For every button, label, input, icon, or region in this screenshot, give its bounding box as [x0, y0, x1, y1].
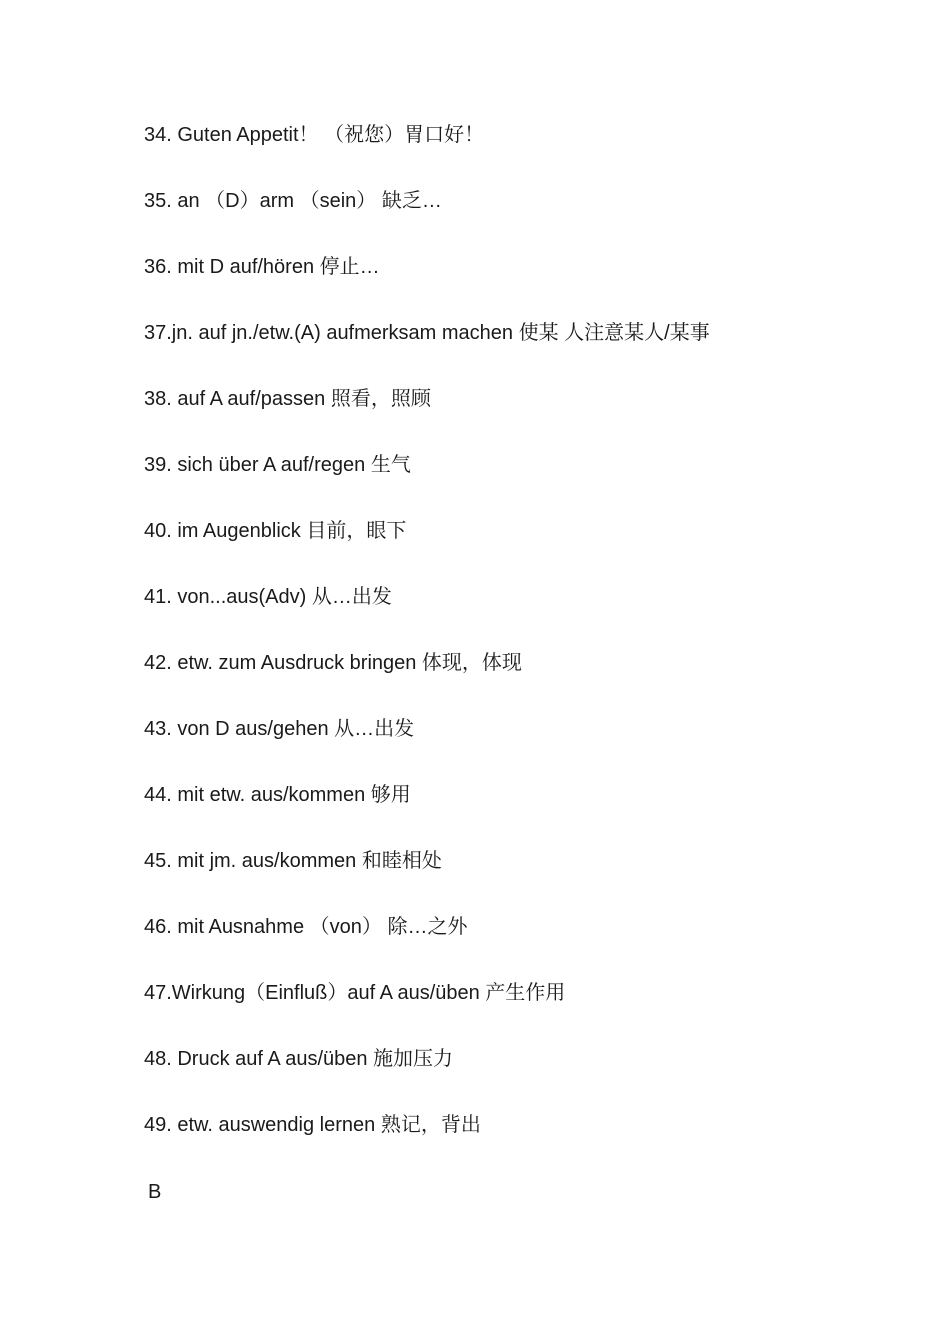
- list-item: 48. Druck auf A aus/üben 施加压力: [144, 1048, 454, 1070]
- list-item: 42. etw. zum Ausdruck bringen 体现，体现: [144, 652, 522, 674]
- list-item: 35. an （D）arm （sein） 缺乏…: [144, 190, 442, 212]
- list-item: 47.Wirkung（Einfluß）auf A aus/üben 产生作用: [144, 982, 566, 1004]
- list-item: 39. sich über A auf/regen 生气: [144, 454, 411, 476]
- list-item: 43. von D aus/gehen 从…出发: [144, 718, 415, 740]
- section-heading: B: [148, 1181, 162, 1203]
- list-item: 49. etw. auswendig lernen 熟记，背出: [144, 1114, 481, 1136]
- list-item: 41. von...aus(Adv) 从…出发: [144, 586, 392, 608]
- list-item: 40. im Augenblick 目前，眼下: [144, 520, 407, 542]
- list-item: 38. auf A auf/passen 照看，照顾: [144, 388, 431, 410]
- list-item: 44. mit etw. aus/kommen 够用: [144, 784, 411, 806]
- list-item: 37.jn. auf jn./etw.(A) aufmerksam machen 使某 人注意某人/某事: [144, 322, 710, 344]
- vocabulary-list: [144, 118, 864, 1174]
- list-item: 46. mit Ausnahme （von） 除…之外: [144, 916, 468, 938]
- list-item: 34. Guten Appetit！ （祝您）胃口好！: [144, 124, 485, 146]
- list-item: 36. mit D auf/hören 停止…: [144, 256, 380, 278]
- list-item: 45. mit jm. aus/kommen 和睦相处: [144, 850, 442, 872]
